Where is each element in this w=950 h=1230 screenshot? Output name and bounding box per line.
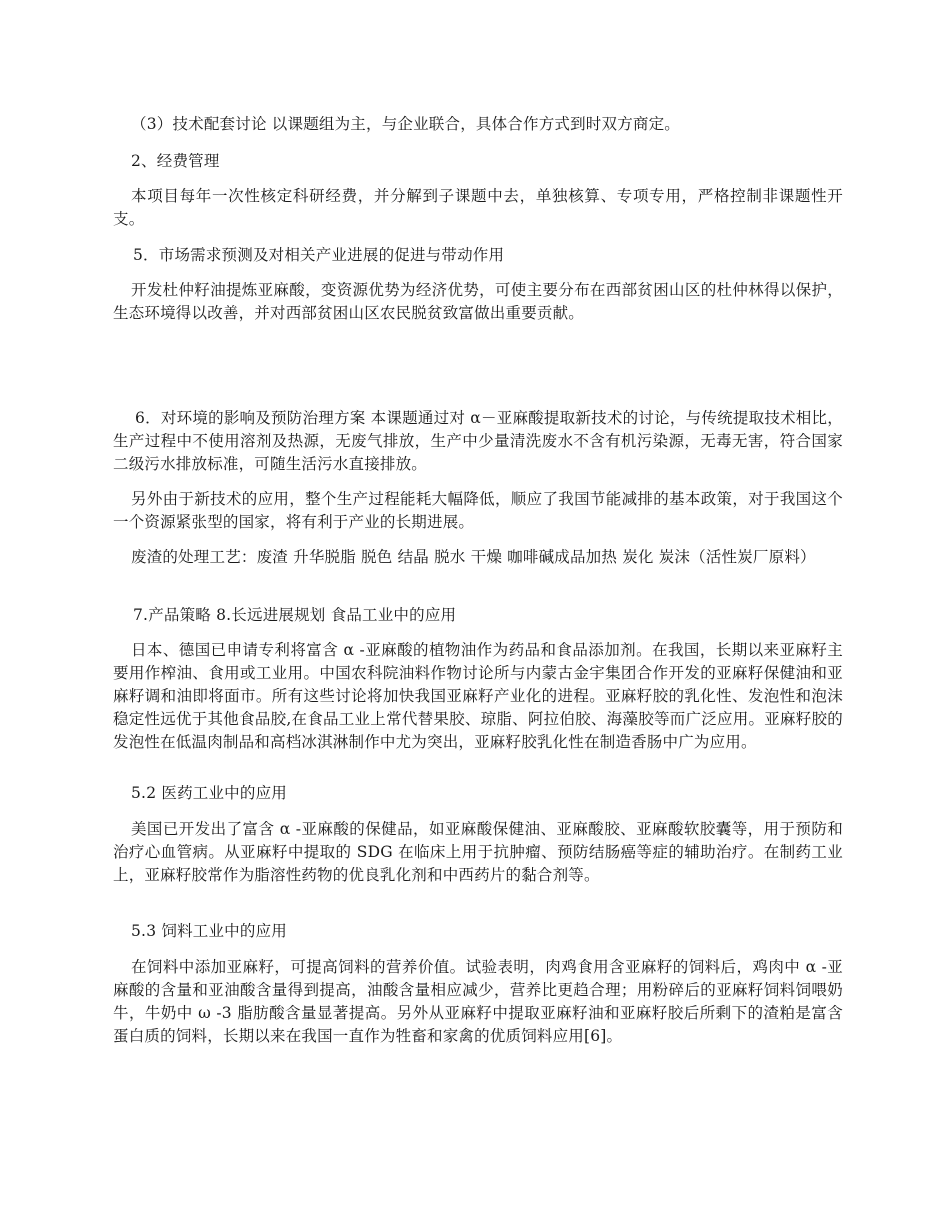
paragraph-market: 开发杜仲籽油提炼亚麻酸，变资源优势为经济优势，可使主要分布在西部贫困山区的杜仲林得以保护，生态环境得以改善，并对西部贫困山区农民脱贫致富做出重要贡献。 <box>113 281 843 322</box>
heading-product-strategy: 7.产品策略 8.长远进展规划 食品工业中的应用 <box>133 606 457 624</box>
paragraph-feed: 在饲料中添加亚麻籽，可提高饲料的营养价值。试验表明，肉鸡食用含亚麻籽的饲料后，鸡肉中 α -亚麻酸的含量和亚油酸含量得到提高，油酸含量相应减少，营养比更趋合理；用粉碎后的亚麻籽饲料饲喂奶牛，牛奶中 ω -3 脂肪酸含量显著提高。另外从亚麻籽中提取亚麻籽油和亚麻籽胶后所剩下的渣粕是富含蛋白质的饲料，长期以来在我国一直作为牲畜和家禽的优质饲料应用[6]。 <box>113 958 843 1045</box>
paragraph-funding: 本项目每年一次性核定科研经费，并分解到子课题中去，单独核算、专项专用，严格控制非课题性开支。 <box>113 187 843 228</box>
heading-feed: 5.3 饲料工业中的应用 <box>131 922 287 940</box>
paragraph-waste-process: 废渣的处理工艺：废渣 升华脱脂 脱色 结晶 脱水 干燥 咖啡碱成品加热 炭化 炭沫（活性炭厂原料） <box>131 548 816 566</box>
paragraph-food-industry: 日本、德国已申请专利将富含 α -亚麻酸的植物油作为药品和食品添加剂。在我国，长期以来亚麻籽主要用作榨油、食用或工业用。中国农科院油料作物讨论所与内蒙古金宇集团合作开发的亚麻籽保健油和亚麻籽调和油即将面市。所有这些讨论将加快我国亚麻籽产业化的进程。亚麻籽胶的乳化性、发泡性和泡沫稳定性远优于其他食品胶,在食品工业上常代替果胶、琼脂、阿拉伯胶、海藻胶等而广泛应用。亚麻籽胶的发泡性在低温肉制品和高档冰淇淋制作中尤为突出，亚麻籽胶乳化性在制造香肠中广为应用。 <box>113 641 843 751</box>
heading-market-forecast: 5．市场需求预测及对相关产业进展的促进与带动作用 <box>133 246 505 264</box>
paragraph-energy-saving: 另外由于新技术的应用，整个生产过程能耗大幅降低，顺应了我国节能减排的基本政策，对于我国这个一个资源紧张型的国家，将有利于产业的长期进展。 <box>113 490 843 531</box>
heading-funding-management: 2、经费管理 <box>131 152 220 170</box>
paragraph-environment: 6．对环境的影响及预防治理方案 本课题通过对 α－亚麻酸提取新技术的讨论，与传统提取技术相比，生产过程中不使用溶剂及热源，无废气排放，生产中少量清洗废水不含有机污染源，无毒无害，符合国家二级污水排放标准，可随生活污水直接排放。 <box>113 409 843 473</box>
paragraph-tech-discussion: （3）技术配套讨论 以课题组为主，与企业联合，具体合作方式到时双方商定。 <box>131 115 680 133</box>
heading-pharma: 5.2 医药工业中的应用 <box>131 784 287 802</box>
paragraph-pharma: 美国已开发出了富含 α -亚麻酸的保健品，如亚麻酸保健油、亚麻酸胶、亚麻酸软胶囊等，用于预防和治疗心血管病。从亚麻籽中提取的 SDG 在临床上用于抗肿瘤、预防结肠癌等症的辅助治疗。在制药工业上，亚麻籽胶常作为脂溶性药物的优良乳化剂和中西药片的黏合剂等。 <box>113 820 843 884</box>
